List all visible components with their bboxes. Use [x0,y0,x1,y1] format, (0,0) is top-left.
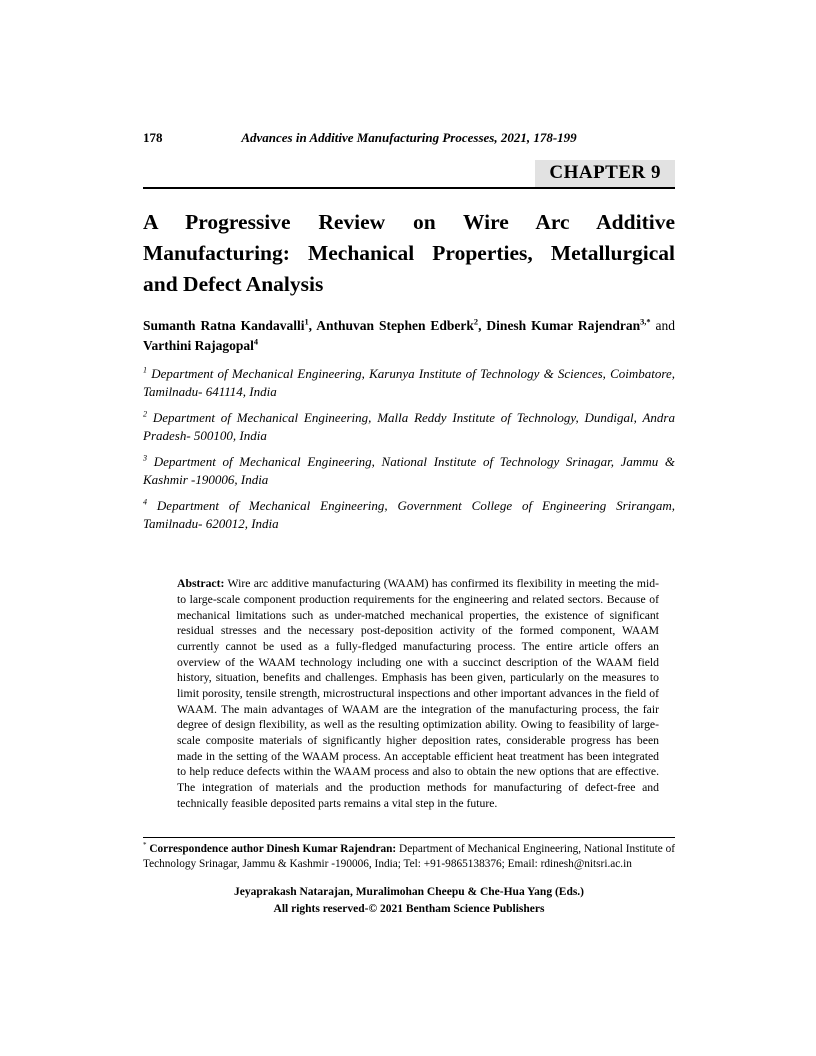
author-name: , Anthuvan Stephen Edberk [308,317,474,333]
authors-connector: and [650,317,676,333]
correspondence-footnote [143,842,675,872]
author-name: Sumanth Ratna Kandavalli [143,317,305,333]
footnote-marker: * [143,841,147,850]
affiliation-marker: 2 [143,409,148,419]
author-affiliation-marker: 1 [304,317,309,327]
author-name: Varthini Rajagopal [143,337,254,353]
affiliation-1 [143,365,675,400]
abstract-label: Abstract: [177,577,225,591]
affiliation-text: Department of Mechanical Engineering, Malla Reddy Institute of Technology, Dundigal, Andra Pradesh- 500100, India [143,410,675,443]
editors-line: Jeyaprakash Natarajan, Muralimohan Cheepu & Che-Hua Yang (Eds.) [233,886,585,899]
copyright-line: All rights reserved-© 2021 Bentham Science Publishers [273,902,545,915]
authors-line [143,316,675,357]
chapter-label: CHAPTER 9 [535,160,675,187]
page-number: 178 [143,130,163,145]
author-affiliation-marker: 2 [473,317,479,327]
author-affiliation-marker: 4 [253,337,259,347]
publisher-credits [173,884,645,917]
abstract [177,576,659,811]
affiliation-text: Department of Mechanical Engineering, National Institute of Technology Srinagar, Jammu & Kashmir -190006, India [143,454,675,487]
affiliation-3 [143,453,675,488]
abstract-text: Wire arc additive manufacturing (WAAM) has confirmed its flexibility in meeting the mid- to large-scale component production requirements for the engineering and related sectors. Because of mechanical limitations such as under-matched mechanical properties, the existence of significant residual stresses and the necessary post-deposition activity of the formed component, WAAM currently cannot be used as a fully-fledged manufacturing process. The entire article offers an overview of the WAAM technology including one with a succinct description of the WAAM field history, situation, benefits and challenges. Emphasis has been given, particularly on the measures to limit porosity, tensile strength, microstructural inspections and other important advances in the field of WAAM. The main advantages of WAAM are the integration of the manufacturing process, the fair degree of design flexibility, as well as the resulting optimization ability. Owing to feasibility of large-scale composite materials of significantly higher deposition rates, considerable progress has been made in the setting of the WAAM process. An acceptable efficient heat treatment has been integrated to help reduce defects within the WAAM process and also to obtain the new options that are effective. The integration of materials and the production methods for manufacturing of defect-free and technically feasible deposited parts remains a vital step in the future. [177,577,659,810]
affiliation-marker: 1 [143,365,148,375]
affiliation-text: Department of Mechanical Engineering, Government College of Engineering Srirangam, Tamilnadu- 620012, India [143,498,675,531]
affiliation-4 [143,497,675,532]
footnote-label: Correspondence author Dinesh Kumar Rajendran: [146,843,397,856]
running-head [143,130,675,146]
chapter-title: A Progressive Review on Wire Arc Additive Manufacturing: Mechanical Properties, Metallurgical and Defect Analysis [143,210,675,297]
affiliation-2 [143,409,675,444]
author-name: , Dinesh Kumar Rajendran [478,317,641,333]
footnote-divider [143,837,675,838]
affiliation-marker: 4 [143,497,148,507]
chapter-banner [143,160,675,189]
footnote-text: Department of Mechanical Engineering, National Institute of Technology Srinagar, Jammu & Kashmir -190006, India; Tel: +91-9865138376; Email: rdinesh@nitsri.ac.in [143,843,675,871]
journal-title: Advances in Additive Manufacturing Processes, 2021, 178-199 [241,130,577,145]
affiliation-text: Department of Mechanical Engineering, Karunya Institute of Technology & Sciences, Coimbatore, Tamilnadu- 641114, India [143,366,675,399]
affiliation-marker: 3 [143,453,148,463]
author-affiliation-marker: 3,* [640,317,651,327]
